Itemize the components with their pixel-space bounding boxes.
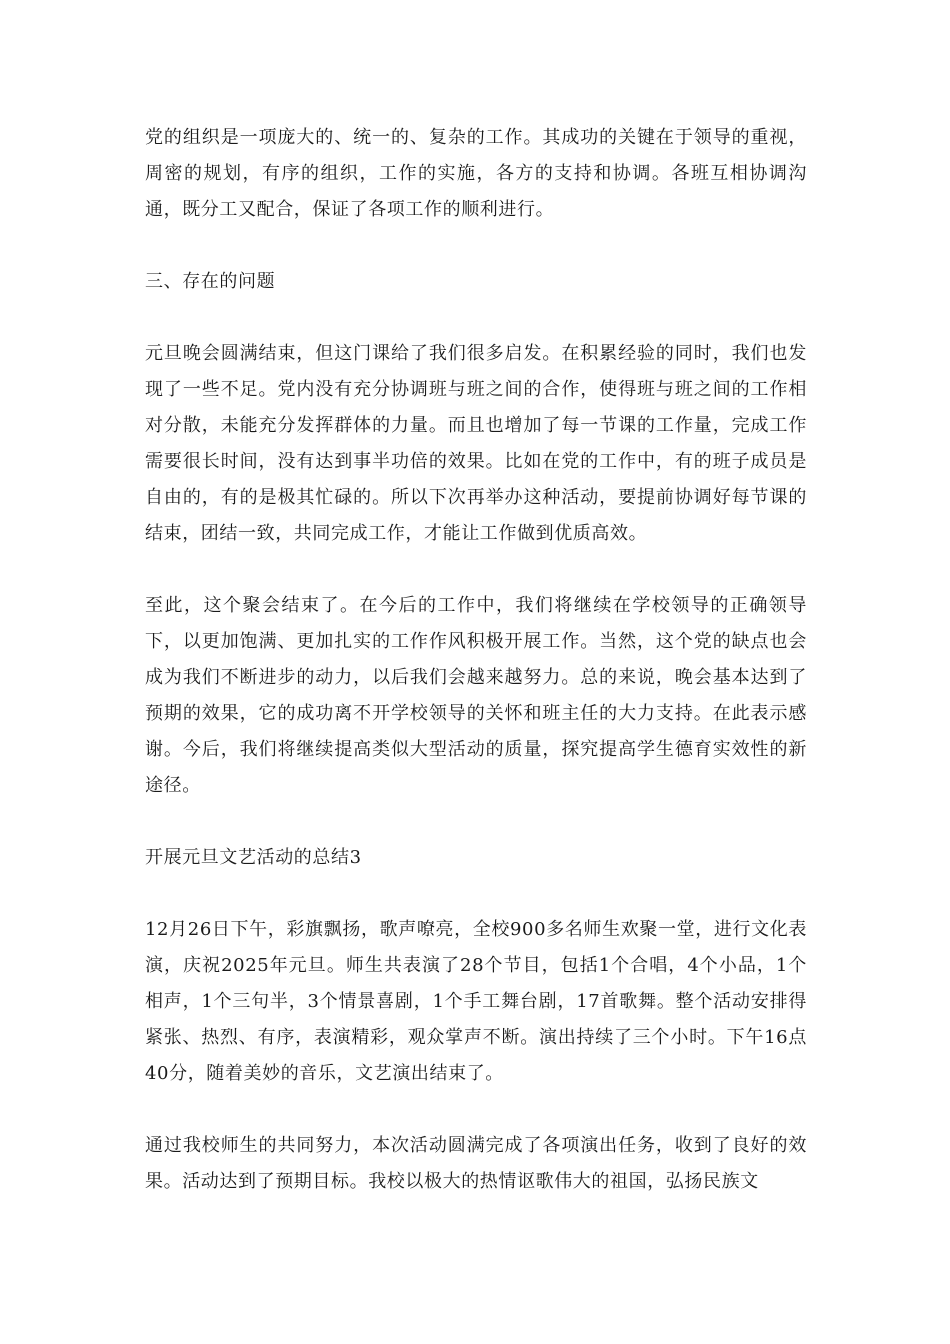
paragraph-event-details: 12月26日下午，彩旗飘扬，歌声嘹亮，全校900多名师生欢聚一堂，进行文化表演，庆祝2025年元旦。师生共表演了28个节目，包括1个合唱，4个小品，1个相声，1个三句半，3个情景喜剧，1个手工舞台剧，17首歌舞。整个活动安排得紧张、热烈、有序，表演精彩，观众掌声不断。演出持续了三个小时。下午16点40分，随着美妙的音乐，文艺演出结束了。 bbox=[145, 919, 807, 1084]
paragraph-event-results: 通过我校师生的共同努力，本次活动圆满完成了各项演出任务，收到了良好的效果。活动达到了预期目标。我校以极大的热情讴歌伟大的祖国，弘扬民族文 bbox=[145, 1135, 807, 1192]
paragraph-problems: 元旦晚会圆满结束，但这门课给了我们很多启发。在积累经验的同时，我们也发现了一些不足。党内没有充分协调班与班之间的合作，使得班与班之间的工作相对分散，未能充分发挥群体的力量。而且也增加了每一节课的工作量，完成工作需要很长时间，没有达到事半功倍的效果。比如在党的工作中，有的班子成员是自由的，有的是极其忙碌的。所以下次再举办这种活动，要提前协调好每节课的结束，团结一致，共同完成工作，才能让工作做到优质高效。 bbox=[145, 343, 807, 544]
section-heading-problems: 三、存在的问题 bbox=[145, 271, 276, 292]
paragraph-party-organization: 党的组织是一项庞大的、统一的、复杂的工作。其成功的关键在于领导的重视，周密的规划，有序的组织，工作的实施，各方的支持和协调。各班互相协调沟通，既分工又配合，保证了各项工作的顺利进行。 bbox=[145, 127, 807, 220]
document-body bbox=[145, 120, 807, 1236]
paragraph-conclusion: 至此，这个聚会结束了。在今后的工作中，我们将继续在学校领导的正确领导下，以更加饱满、更加扎实的工作作风积极开展工作。当然，这个党的缺点也会成为我们不断进步的动力，以后我们会越来越努力。总的来说，晚会基本达到了预期的效果，它的成功离不开学校领导的关怀和班主任的大力支持。在此表示感谢。今后，我们将继续提高类似大型活动的质量，探究提高学生德育实效性的新途径。 bbox=[145, 595, 807, 796]
section-heading-summary-3: 开展元旦文艺活动的总结3 bbox=[145, 847, 362, 868]
